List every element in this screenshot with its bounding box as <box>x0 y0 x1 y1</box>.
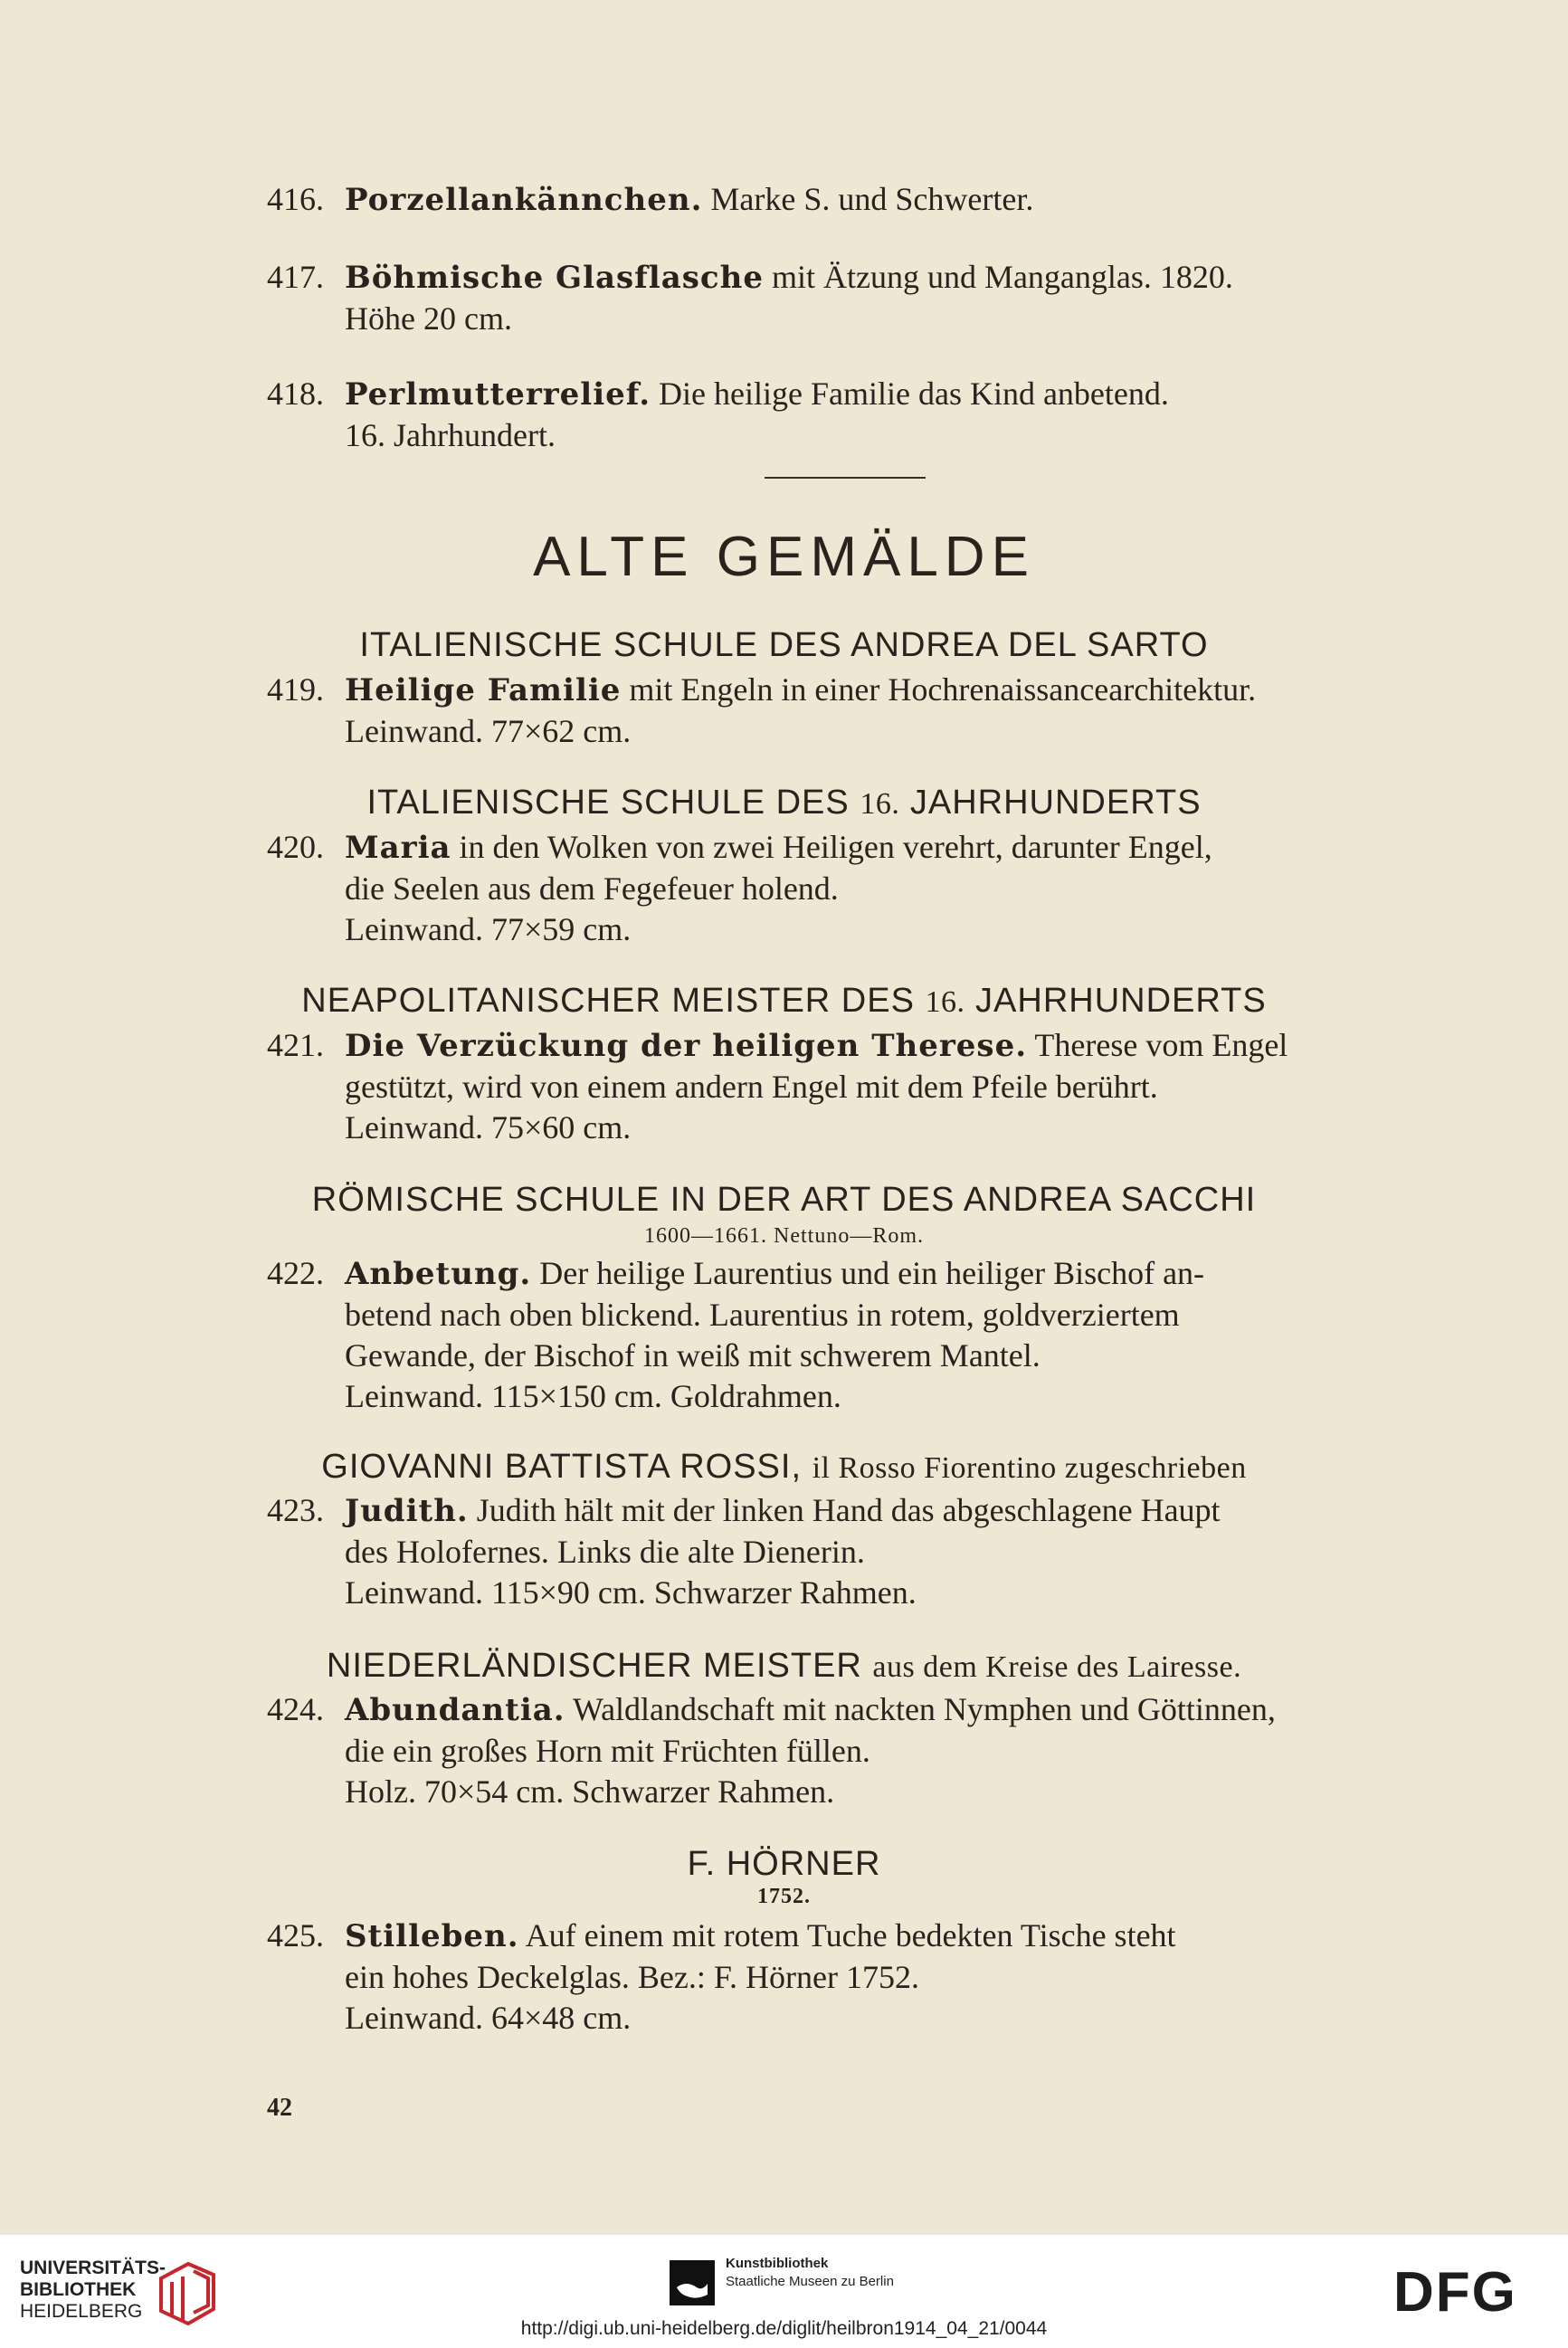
heading-century: 16. <box>860 787 900 821</box>
entry-number: 419. <box>267 671 324 708</box>
footer-bar <box>0 2235 1568 2348</box>
entry-text: Die heilige Familie das Kind anbetend. <box>659 375 1169 412</box>
entry-422 <box>267 1253 1425 1417</box>
entry-423 <box>267 1490 1425 1613</box>
entry-text: in den Wolken von zwei Heiligen verehrt, darunter Engel, <box>459 829 1212 865</box>
entry-number: 424. <box>267 1691 324 1727</box>
heading-text: NIEDERLÄNDISCHER MEISTER <box>326 1647 862 1685</box>
library-line: UNIVERSITÄTS- <box>20 2258 166 2278</box>
entry-text: Der heilige Laurentius und ein heiliger Bischof an- <box>539 1255 1205 1291</box>
entry-title: Judith. <box>345 1493 469 1529</box>
entry-text: Judith hält mit der linken Hand das abgeschlagene Haupt <box>476 1492 1221 1528</box>
kunstbibliothek-mark-icon <box>670 2260 715 2305</box>
heading-text: NEAPOLITANISCHER MEISTER DES <box>301 982 915 1020</box>
divider-rule <box>765 477 926 479</box>
entry-title: Porzellankännchen. <box>345 182 703 218</box>
entry-number: 423. <box>267 1492 324 1528</box>
library-name[interactable] <box>20 2258 166 2323</box>
entry-line: Leinwand. 77×59 cm. <box>345 911 632 947</box>
kb-line: Kunstbibliothek <box>726 2256 829 2271</box>
dfg-logo[interactable]: DFG <box>1393 2261 1517 2324</box>
entry-421 <box>267 1025 1425 1148</box>
entry-416 <box>267 179 1425 221</box>
entry-number: 416. <box>267 181 324 217</box>
heading-419: ITALIENISCHE SCHULE DES ANDREA DEL SARTO <box>359 626 1209 664</box>
heading-attribution: il Rosso Fiorentino zugeschrieben <box>812 1451 1247 1485</box>
heading-421 <box>0 982 1568 1021</box>
heading-425: F. HÖRNER <box>687 1845 881 1883</box>
entry-line: Leinwand. 75×60 cm. <box>345 1109 632 1145</box>
entry-text: Waldlandschaft mit nackten Nymphen und Göttinnen, <box>572 1691 1276 1727</box>
library-line: HEIDELBERG <box>20 2301 143 2322</box>
entry-title: Perlmutterrelief. <box>345 376 651 413</box>
entry-line: die Seelen aus dem Fegefeuer holend. <box>345 870 839 907</box>
entry-number: 420. <box>267 829 324 865</box>
entry-line: betend nach oben blickend. Laurentius in rotem, goldverziertem <box>345 1297 1180 1333</box>
entry-line: 16. Jahrhundert. <box>345 417 556 453</box>
entry-418 <box>267 374 1425 456</box>
entry-line: Höhe 20 cm. <box>345 300 512 337</box>
heading-attribution: aus dem Kreise des Lairesse. <box>872 1650 1242 1684</box>
entry-number: 421. <box>267 1027 324 1063</box>
entry-420 <box>267 827 1425 950</box>
heading-424 <box>0 1647 1568 1686</box>
entry-text: Marke S. und Schwerter. <box>710 181 1034 217</box>
heading-425-subline: 1752. <box>757 1885 811 1908</box>
entry-line: ein hohes Deckelglas. Bez.: F. Hörner 1752. <box>345 1959 919 1995</box>
entry-text: mit Engeln in einer Hochrenaissancearchitektur. <box>629 671 1257 708</box>
heading-text: JAHRHUNDERTS <box>909 784 1202 822</box>
kunstbibliothek-text <box>726 2255 961 2291</box>
heading-422-subline: 1600—1661. Nettuno—Rom. <box>644 1224 924 1248</box>
entry-425 <box>267 1915 1425 2039</box>
heading-420 <box>0 784 1568 822</box>
entry-line: Leinwand. 115×150 cm. Goldrahmen. <box>345 1378 841 1414</box>
heading-422: RÖMISCHE SCHULE IN DER ART DES ANDREA SACCHI <box>311 1181 1257 1219</box>
entry-title: Böhmische Glasflasche <box>345 260 764 296</box>
heading-text: ITALIENISCHE SCHULE DES <box>366 784 850 822</box>
entry-line: die ein großes Horn mit Früchten füllen. <box>345 1733 870 1769</box>
entry-text: mit Ätzung und Manganglas. 1820. <box>771 259 1233 295</box>
entry-number: 417. <box>267 259 324 295</box>
entry-title: Maria <box>345 830 451 866</box>
ub-heidelberg-logo-icon[interactable] <box>156 2255 219 2327</box>
kb-line: Staatliche Museen zu Berlin <box>726 2274 894 2289</box>
entry-line: Gewande, der Bischof in weiß mit schwerem Mantel. <box>345 1337 1041 1374</box>
heading-century: 16. <box>925 985 965 1019</box>
entry-number: 425. <box>267 1917 324 1953</box>
entry-line: Leinwand. 115×90 cm. Schwarzer Rahmen. <box>345 1574 917 1611</box>
entry-text: Therese vom Engel <box>1034 1027 1288 1063</box>
entry-text: Auf einem mit rotem Tuche bedekten Tische steht <box>525 1917 1176 1953</box>
entry-title: Die Verzückung der heiligen Therese. <box>345 1028 1028 1064</box>
entry-line: Holz. 70×54 cm. Schwarzer Rahmen. <box>345 1773 835 1810</box>
entry-line: Leinwand. 64×48 cm. <box>345 2000 632 2036</box>
entry-title: Abundantia. <box>345 1692 565 1728</box>
heading-text: GIOVANNI BATTISTA ROSSI, <box>321 1448 803 1486</box>
page-number: 42 <box>267 2094 292 2122</box>
entry-419 <box>267 670 1425 752</box>
library-line: BIBLIOTHEK <box>20 2279 137 2300</box>
entry-424 <box>267 1689 1425 1812</box>
source-url-link[interactable]: http://digi.ub.uni-heidelberg.de/diglit/heilbron1914_04_21/0044 <box>520 2318 1048 2339</box>
entry-title: Heilige Familie <box>345 672 622 708</box>
entry-number: 418. <box>267 375 324 412</box>
entry-number: 422. <box>267 1255 324 1291</box>
heading-423 <box>0 1448 1568 1487</box>
entry-line: gestützt, wird von einem andern Engel mit dem Pfeile berührt. <box>345 1069 1158 1105</box>
section-title: ALTE GEMÄLDE <box>533 526 1035 588</box>
entry-line: des Holofernes. Links die alte Dienerin. <box>345 1534 865 1570</box>
heading-text: JAHRHUNDERTS <box>975 982 1267 1020</box>
entry-title: Anbetung. <box>345 1256 532 1292</box>
entry-line: Leinwand. 77×62 cm. <box>345 713 632 749</box>
entry-title: Stilleben. <box>345 1918 519 1954</box>
entry-417 <box>267 257 1425 339</box>
